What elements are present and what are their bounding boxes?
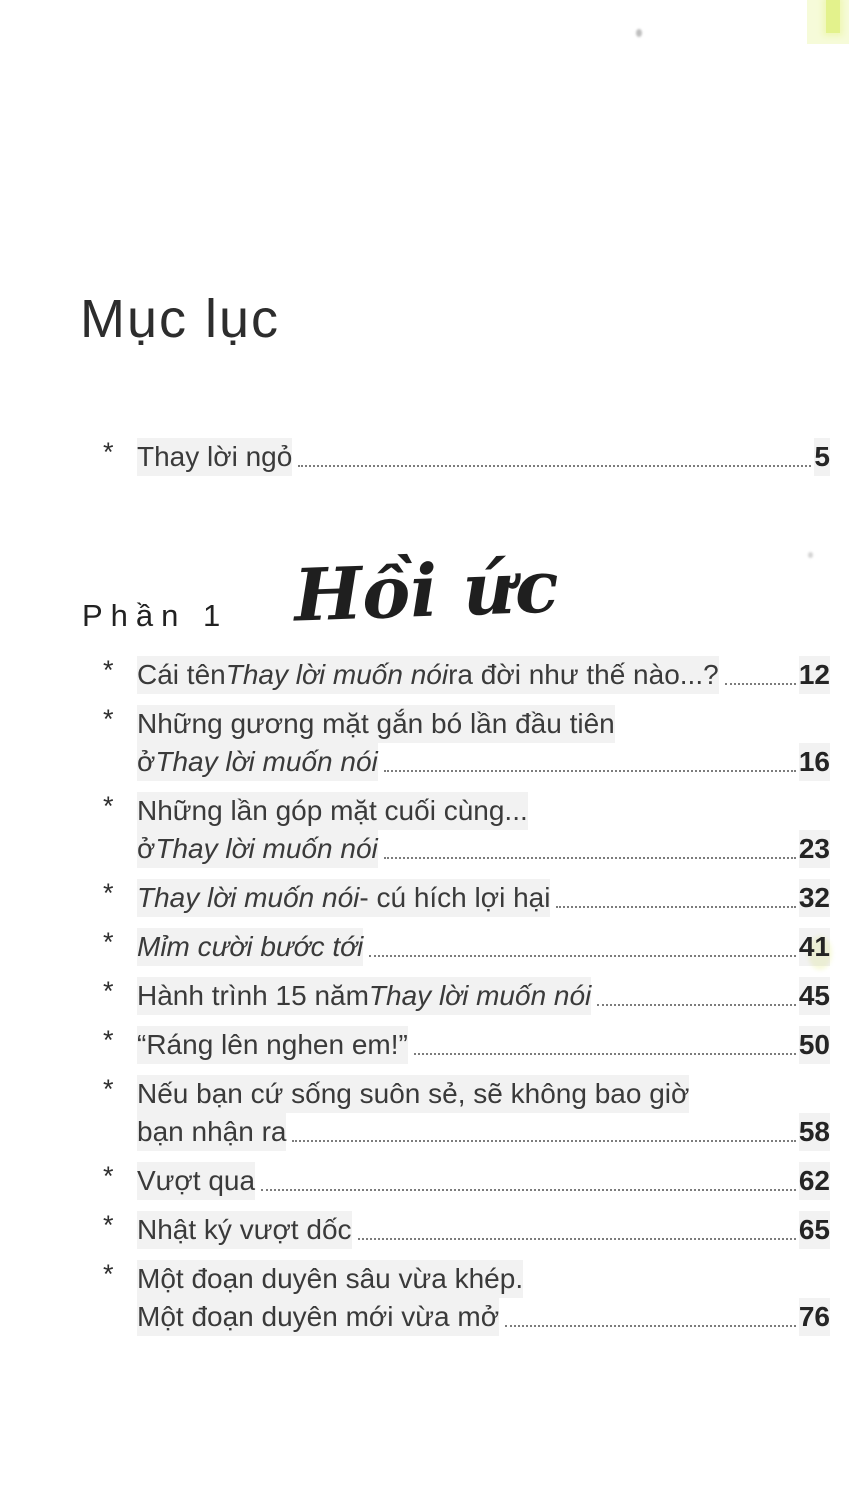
- entry-line: [137, 705, 830, 743]
- entry-line: [137, 1113, 830, 1151]
- part-heading: [82, 543, 561, 648]
- entry-lines: [137, 977, 830, 1015]
- entry-text: Những lần góp mặt cuối cùng...: [137, 792, 528, 830]
- dot-leader: [725, 683, 796, 685]
- toc-entry: [103, 879, 830, 917]
- entry-text: ở: [137, 743, 155, 781]
- toc-entry: [103, 1026, 830, 1064]
- bullet-star: *: [103, 704, 114, 734]
- page-number: 5: [814, 438, 830, 476]
- entry-text: ra đời như thế nào...?: [448, 656, 719, 694]
- highlighter-mark-core: [826, 0, 840, 33]
- entry-text: ở: [137, 830, 155, 868]
- bullet-star: *: [103, 1210, 114, 1240]
- entry-lines: [137, 1162, 830, 1200]
- front-matter-entry: [103, 438, 830, 476]
- toc-entry: [103, 705, 830, 781]
- entry-text: Vượt qua: [137, 1162, 255, 1200]
- bullet-star: *: [103, 1025, 114, 1055]
- part-label: Phần 1: [82, 598, 229, 633]
- page-number: 16: [799, 743, 830, 781]
- entry-text: Một đoạn duyên mới vừa mở: [137, 1298, 499, 1336]
- bullet-star: *: [103, 927, 114, 957]
- toc-entry: [103, 1162, 830, 1200]
- entry-line: [137, 1211, 830, 1249]
- entry-text: Thay lời muốn nói: [155, 743, 377, 781]
- entry-line: [137, 830, 830, 868]
- dust-speck: [636, 29, 642, 37]
- highlighter-mark: [807, 0, 849, 44]
- bullet-star: *: [103, 1074, 114, 1104]
- entry-line: [137, 743, 830, 781]
- entry-text: Nhật ký vượt dốc: [137, 1211, 352, 1249]
- bullet-star: *: [103, 878, 114, 908]
- entry-text: - cú hích lợi hại: [359, 879, 550, 917]
- entry-lines: [137, 1211, 830, 1249]
- entry-text: Thay lời ngỏ: [137, 438, 292, 476]
- dot-leader: [414, 1053, 796, 1055]
- page-number: 45: [799, 977, 830, 1015]
- entry-text: bạn nhận ra: [137, 1113, 286, 1151]
- toc-entry: [103, 656, 830, 694]
- page-number: 58: [799, 1113, 830, 1151]
- entry-lines: [137, 705, 830, 781]
- entry-lines: [137, 1260, 830, 1336]
- entry-text: Hành trình 15 năm: [137, 977, 369, 1015]
- entry-text: Mỉm cười bước tới: [137, 928, 363, 966]
- page-number: 65: [799, 1211, 830, 1249]
- entry-text: Một đoạn duyên sâu vừa khép.: [137, 1260, 523, 1298]
- entry-line: [137, 1026, 830, 1064]
- entry-line: [137, 656, 830, 694]
- entry-lines: [137, 438, 830, 476]
- entry-line: [137, 1298, 830, 1336]
- toc-entry: [103, 1260, 830, 1336]
- entry-line: [137, 879, 830, 917]
- bullet-star: *: [103, 655, 114, 685]
- page-number: 12: [799, 656, 830, 694]
- page-number: 41: [799, 928, 830, 966]
- entry-text: Những gương mặt gắn bó lần đầu tiên: [137, 705, 615, 743]
- toc-entry: [103, 928, 830, 966]
- entry-line: [137, 792, 830, 830]
- dot-leader: [292, 1140, 795, 1142]
- dot-leader: [298, 465, 811, 467]
- entry-line: [137, 1075, 830, 1113]
- bullet-star: *: [103, 437, 114, 467]
- toc-entry: [103, 1075, 830, 1151]
- entry-text: Thay lời muốn nói: [155, 830, 377, 868]
- page-number: 32: [799, 879, 830, 917]
- page-number: 76: [799, 1298, 830, 1336]
- bullet-star: *: [103, 1161, 114, 1191]
- dust-speck: [808, 552, 813, 558]
- toc-entry: [103, 977, 830, 1015]
- entry-lines: [137, 656, 830, 694]
- toc-entry: [103, 1211, 830, 1249]
- toc-list: [103, 656, 830, 1347]
- entry-line: [137, 438, 830, 476]
- dot-leader: [384, 857, 796, 859]
- page-number: 62: [799, 1162, 830, 1200]
- dot-leader: [358, 1238, 796, 1240]
- bullet-star: *: [103, 976, 114, 1006]
- bullet-star: *: [103, 791, 114, 821]
- dot-leader: [597, 1004, 796, 1006]
- entry-lines: [137, 879, 830, 917]
- page-number: 23: [799, 830, 830, 868]
- entry-lines: [137, 928, 830, 966]
- entry-lines: [137, 792, 830, 868]
- entry-line: [137, 1162, 830, 1200]
- entry-text: Thay lời muốn nói: [226, 656, 448, 694]
- dot-leader: [261, 1189, 796, 1191]
- dot-leader: [556, 906, 795, 908]
- dot-leader: [369, 955, 796, 957]
- entry-text: Thay lời muốn nói: [137, 879, 359, 917]
- entry-line: [137, 928, 830, 966]
- entry-line: [137, 977, 830, 1015]
- entry-text: “Ráng lên nghen em!”: [137, 1026, 408, 1064]
- page-number: 50: [799, 1026, 830, 1064]
- dot-leader: [384, 770, 796, 772]
- bullet-star: *: [103, 1259, 114, 1289]
- entry-lines: [137, 1075, 830, 1151]
- entry-line: [137, 1260, 830, 1298]
- part-name-script: Hồi ức: [292, 543, 561, 638]
- page-title: Mục lục: [80, 289, 281, 349]
- entry-text: Cái tên: [137, 656, 226, 694]
- dot-leader: [505, 1325, 796, 1327]
- entry-text: Nếu bạn cứ sống suôn sẻ, sẽ không bao giờ: [137, 1075, 689, 1113]
- toc-entry: [103, 792, 830, 868]
- entry-lines: [137, 1026, 830, 1064]
- entry-text: Thay lời muốn nói: [369, 977, 591, 1015]
